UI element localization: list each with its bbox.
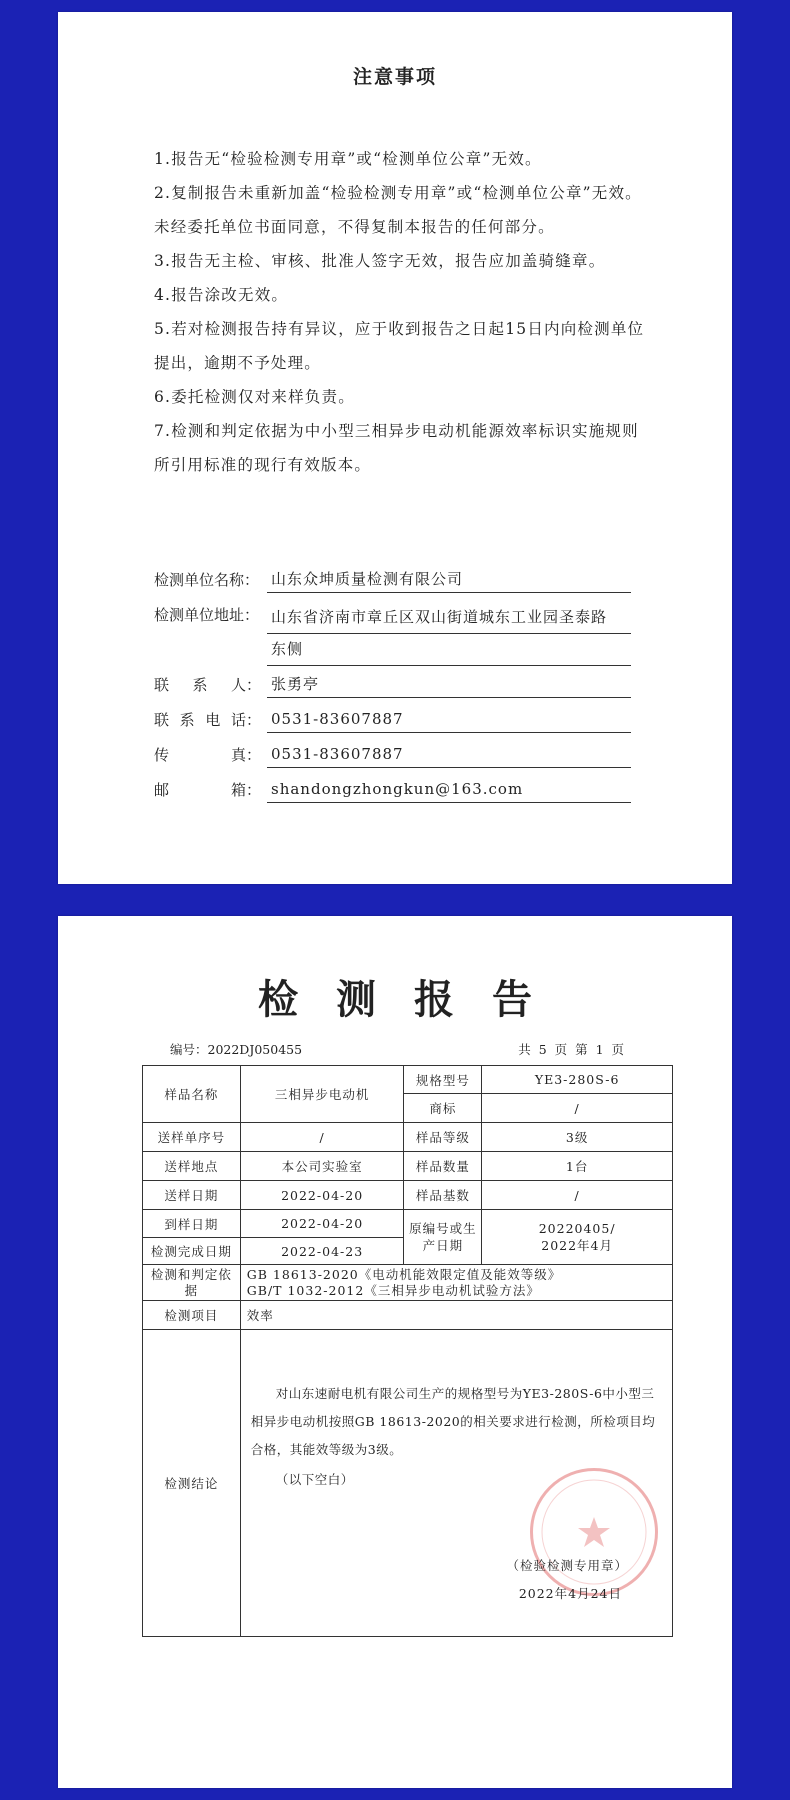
notice-item: 2.复制报告未重新加盖“检验检测专用章”或“检测单位公章”无效。未经委托单位书面同意，不得复制本报告的任何部分。 xyxy=(154,184,642,236)
report-title: 检测报告 xyxy=(258,976,570,1023)
basis-label: 检测和判定依据 xyxy=(143,1265,241,1301)
notice-item: 5.若对检测报告持有异议，应于收到报告之日起15日内向检测单位提出，逾期不予处理。 xyxy=(154,320,645,372)
email-value: shandongzhongkun@163.com xyxy=(267,777,631,803)
notice-item: 1.报告无“检验检测专用章”或“检测单位公章”无效。 xyxy=(154,150,542,168)
unit-name-value: 山东众坤质量检测有限公司 xyxy=(267,567,631,593)
issue-date: 2022年4月24日 xyxy=(518,1586,622,1601)
send-date-value: 2022-04-20 xyxy=(240,1181,404,1210)
quantity-label: 样品数量 xyxy=(404,1152,482,1181)
sample-name-label: 样品名称 xyxy=(143,1066,241,1123)
notice-page xyxy=(58,12,732,884)
arrive-date-label: 到样日期 xyxy=(143,1210,241,1238)
conclusion-text: 对山东速耐电机有限公司生产的规格型号为YE3-280S-6中小型三相异步电动机按照GB 18613-2020的相关要求进行检测，所检项目均合格，其能效等级为3级。 xyxy=(250,1386,656,1457)
unit-name-row xyxy=(154,567,694,602)
phone-value: 0531-83607887 xyxy=(267,707,631,733)
table-row xyxy=(143,1123,673,1152)
location-value: 本公司实验室 xyxy=(240,1152,404,1181)
phone-label: 联 系 电 话 ： xyxy=(154,711,262,729)
orig-no-line: 2022年4月 xyxy=(541,1238,614,1253)
grade-label: 样品等级 xyxy=(404,1123,482,1152)
base-value: / xyxy=(482,1181,673,1210)
item-label: 检测项目 xyxy=(143,1301,241,1330)
basis-value xyxy=(240,1265,672,1301)
notice-item: 7.检测和判定依据为中小型三相异步电动机能源效率标识实施规则所引用标准的现行有效版本。 xyxy=(154,422,639,474)
address-value xyxy=(267,602,631,666)
blank-note: （以下空白） xyxy=(275,1472,354,1487)
report-page xyxy=(58,916,732,1788)
address-line: 东侧 xyxy=(267,634,631,666)
orig-no-value xyxy=(482,1210,673,1265)
model-label: 规格型号 xyxy=(404,1066,482,1094)
orig-no-line: 20220405/ xyxy=(538,1221,616,1236)
notice-item: 6.委托检测仅对来样负责。 xyxy=(154,388,355,406)
contact-person-row xyxy=(154,672,694,707)
notice-item: 3.报告无主检、审核、批准人签字无效，报告应加盖骑缝章。 xyxy=(154,252,606,270)
brand-label: 商标 xyxy=(404,1094,482,1123)
finish-date-value: 2022-04-23 xyxy=(240,1238,404,1265)
grade-value: 3级 xyxy=(482,1123,673,1152)
address-line: 山东省济南市章丘区双山街道城东工业园圣泰路 xyxy=(267,602,631,634)
notice-title: 注意事项 xyxy=(352,66,437,88)
arrive-date-value: 2022-04-20 xyxy=(240,1210,404,1238)
send-date-label: 送样日期 xyxy=(143,1181,241,1210)
address-label: 检测单位地址： xyxy=(154,606,260,624)
table-row xyxy=(143,1152,673,1181)
table-row xyxy=(143,1066,673,1094)
unit-name-label: 检测单位名称： xyxy=(154,571,260,589)
basis-line: GB/T 1032-2012《三相异步电动机试验方法》 xyxy=(246,1282,540,1298)
conclusion-label: 检测结论 xyxy=(143,1330,241,1637)
report-number: 编号：2022DJ050455 xyxy=(170,1042,303,1057)
sample-name-value: 三相异步电动机 xyxy=(240,1066,404,1123)
notice-list xyxy=(154,142,654,482)
fax-row xyxy=(154,742,694,777)
fax-value: 0531-83607887 xyxy=(267,742,631,768)
contact-block xyxy=(154,567,694,812)
finish-date-label: 检测完成日期 xyxy=(143,1238,241,1265)
conclusion-cell xyxy=(240,1330,672,1637)
fax-label: 传 真 ： xyxy=(154,746,262,764)
basis-line: GB 18613-2020《电动机能效限定值及能效等级》 xyxy=(246,1266,562,1282)
quantity-value: 1台 xyxy=(482,1152,673,1181)
item-value: 效率 xyxy=(240,1301,672,1330)
contact-person-label: 联 系 人 ： xyxy=(154,676,262,694)
orig-no-label: 原编号或生产日期 xyxy=(404,1210,482,1265)
order-no-value: / xyxy=(240,1123,404,1152)
phone-row xyxy=(154,707,694,742)
table-row xyxy=(143,1330,673,1637)
table-row xyxy=(143,1301,673,1330)
stamp-label: （检验检测专用章） xyxy=(506,1558,628,1573)
address-row xyxy=(154,602,694,672)
table-row xyxy=(143,1210,673,1238)
email-label: 邮 箱 ： xyxy=(154,781,262,799)
base-label: 样品基数 xyxy=(404,1181,482,1210)
model-value: YE3-280S-6 xyxy=(482,1066,673,1094)
conclusion-body xyxy=(241,1330,672,1636)
email-row xyxy=(154,777,694,812)
page-count: 共 5 页 第 1 页 xyxy=(518,1042,626,1057)
location-label: 送样地点 xyxy=(143,1152,241,1181)
contact-person-value: 张勇亭 xyxy=(267,672,631,698)
notice-item: 4.报告涂改无效。 xyxy=(154,286,289,304)
table-row xyxy=(143,1181,673,1210)
report-table xyxy=(142,1065,673,1637)
order-no-label: 送样单序号 xyxy=(143,1123,241,1152)
brand-value: / xyxy=(482,1094,673,1123)
table-row xyxy=(143,1265,673,1301)
